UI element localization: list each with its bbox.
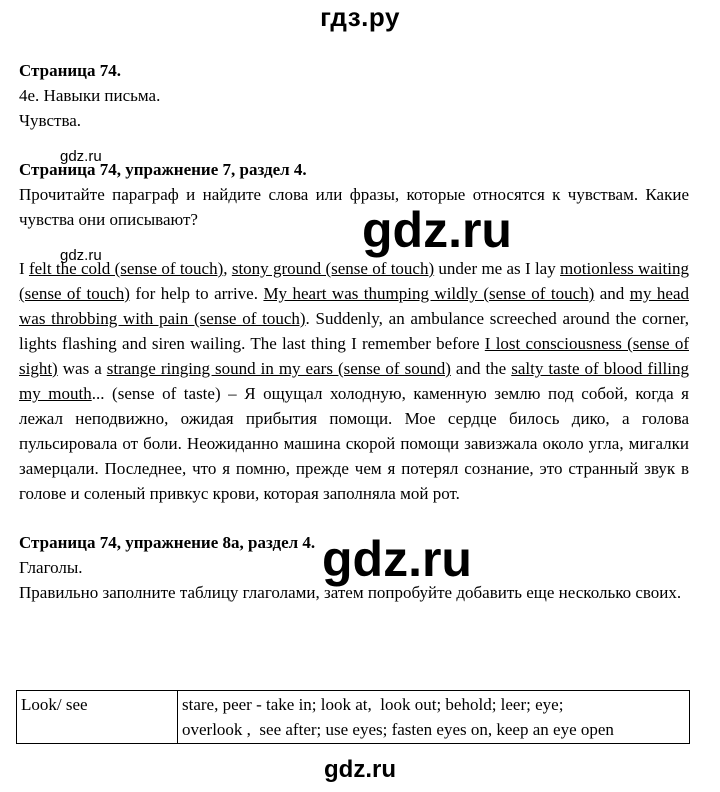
verbs-line: overlook , see after; use eyes; fasten eyes on, keep an eye open [182,720,614,739]
answer-text: , [223,259,232,278]
answer-highlight: My heart was thumping wildly (sense of touch) [263,284,595,303]
answer-text: was a [57,359,107,378]
table-cell-category: Look/ see [17,691,178,744]
answer-text: for help to arrive. [129,284,264,303]
answer-text: I [19,259,29,278]
verbs-table [16,690,690,744]
answer-text: under me as I lay [434,259,561,278]
watermark-small: gdz.ru [60,247,102,264]
watermark-large: gdz.ru [362,202,512,258]
answer-text: . Suddenly, an ambulance screeched around the corner, lights flashing and siren wailing. The last thing I remember before [19,309,689,353]
answer-highlight: stony ground (sense of touch) [231,259,435,278]
answer-text: and the [450,359,512,378]
exercise-8a-heading: Страница 74, упражнение 8a, раздел 4. [19,533,316,552]
answer-highlight: strange ringing sound in my ears (sense of sound) [106,359,451,378]
site-footer: gdz.ru [324,756,396,783]
answer-translation: Я ощущал холодную, каменную землю под собой, когда я лежал неподвижно, ожидая прибытия помощи. Мое сердце билось дико, а голова пульсировала от боли. Неожиданно машина скорой помощи завизжала около угла, мигалки замерцали. Последнее, что я помню, прежде чем я потерял сознание, это странный звук в голове и соленый привкус крови, которая заполняла мой рот. [19,384,689,503]
table-row [17,691,690,744]
answer-text: ... (sense of taste) – [91,384,237,403]
section-subtitle: 4e. Навыки письма. [19,86,161,105]
exercise-7-answer [19,256,689,506]
answer-highlight: felt the cold (sense of touch) [28,259,224,278]
exercise-8a-task: Правильно заполните таблицу глаголами, затем попробуйте добавить еще несколько своих. [19,583,682,602]
answer-highlight: motionless waiting (sense of touch) [19,259,689,303]
table-cell-verbs [178,691,690,744]
site-header: гдз.ру [320,2,400,32]
section-topic: Чувства. [19,111,82,130]
answer-highlight: my head was throbbing with pain (sense of touch) [19,284,690,328]
answer-highlight: salty taste of blood filling my mouth [19,359,689,403]
answer-text: and [594,284,630,303]
page-heading: Страница 74. [19,61,121,80]
verbs-line: stare, peer - take in; look at, look out; behold; leer; eye; [182,695,564,714]
watermark-large: gdz.ru [322,531,472,587]
watermark-small: gdz.ru [60,148,102,165]
exercise-7-heading: Страница 74, упражнение 7, раздел 4. [19,160,307,179]
exercise-8a-topic: Глаголы. [19,558,83,577]
document-content [19,58,689,605]
answer-highlight: I lost consciousness (sense of sight) [19,334,689,378]
exercise-7-task: Прочитайте параграф и найдите слова или фразы, которые относятся к чувствам. Какие чувства они описывают? [19,185,689,229]
